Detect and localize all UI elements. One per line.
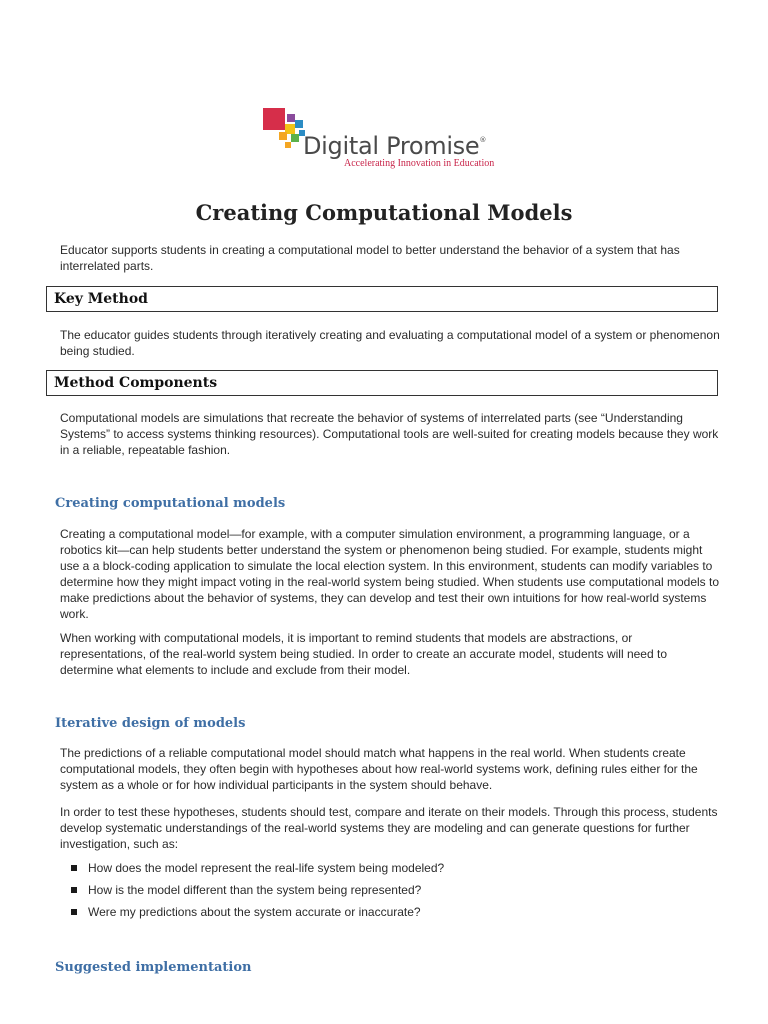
- key-method-box: [46, 286, 718, 312]
- creating-models-heading: Creating computational models: [55, 496, 286, 511]
- intro-paragraph: Educator supports students in creating a computational model to better understand the behavior of a system that has interrelated parts.: [60, 243, 680, 273]
- method-components-heading: Method Components: [54, 375, 218, 391]
- method-components-box: [46, 370, 718, 396]
- list-item: How does the model represent the real-life system being modeled?: [60, 860, 720, 882]
- pixel-squares-logo-icon: [263, 108, 307, 152]
- square-bullet-icon: [71, 909, 77, 915]
- question-list: [60, 860, 720, 926]
- digital-promise-logo: [263, 108, 513, 170]
- method-components-text: Computational models are simulations that recreate the behavior of systems of interrelated parts (see “Understanding Systems” to access systems thinking resources). Computational tools are well-suited for creating models because they work in a reliable, repeatable fashion.: [60, 411, 719, 457]
- key-method-text: The educator guides students through iteratively creating and evaluating a computational model of a system or phenomenon being studied.: [60, 328, 720, 358]
- iterative-design-heading: Iterative design of models: [55, 716, 246, 731]
- brand-name: Digital Promise®: [303, 132, 487, 160]
- creating-models-para-1: Creating a computational model—for example, with a computer simulation environment, a programming language, or a robotics kit—can help students better understand the system or phenomenon being studied. For example, students might use a a block-coding application to simulate the local election system. In this environment, students can modify variables to determine how they might impact voting in the real-world system being studied. When students use computational models to make predictions about the behavior of systems, they can develop and test their own intuitions for how real-world systems work.: [60, 527, 720, 621]
- square-bullet-icon: [71, 865, 77, 871]
- creating-models-para-2: When working with computational models, it is important to remind students that models are abstractions, or representations, of the real-world system being studied. In order to create an accurate model, students will need to determine what elements to include and exclude from their model.: [60, 631, 667, 677]
- key-method-heading: Key Method: [54, 291, 148, 307]
- iterative-design-para-1: The predictions of a reliable computational model should match what happens in the real world. When students create computational models, they often begin with hypotheses about how real-world systems work, defining rules either for the system as a whole or for how individual participants in the system should behave.: [60, 746, 698, 792]
- suggested-implementation-heading: Suggested implementation: [55, 960, 252, 975]
- list-item: Were my predictions about the system accurate or inaccurate?: [60, 904, 720, 926]
- square-bullet-icon: [71, 887, 77, 893]
- list-item: How is the model different than the system being represented?: [60, 882, 720, 904]
- brand-tagline: Accelerating Innovation in Education: [344, 158, 495, 169]
- page-title: Creating Computational Models: [195, 200, 573, 225]
- iterative-design-para-2: In order to test these hypotheses, students should test, compare and iterate on their models. Through this process, students develop systematic understandings of the real-world systems they are modeling and can generate questions for further investigation, such as:: [60, 805, 718, 851]
